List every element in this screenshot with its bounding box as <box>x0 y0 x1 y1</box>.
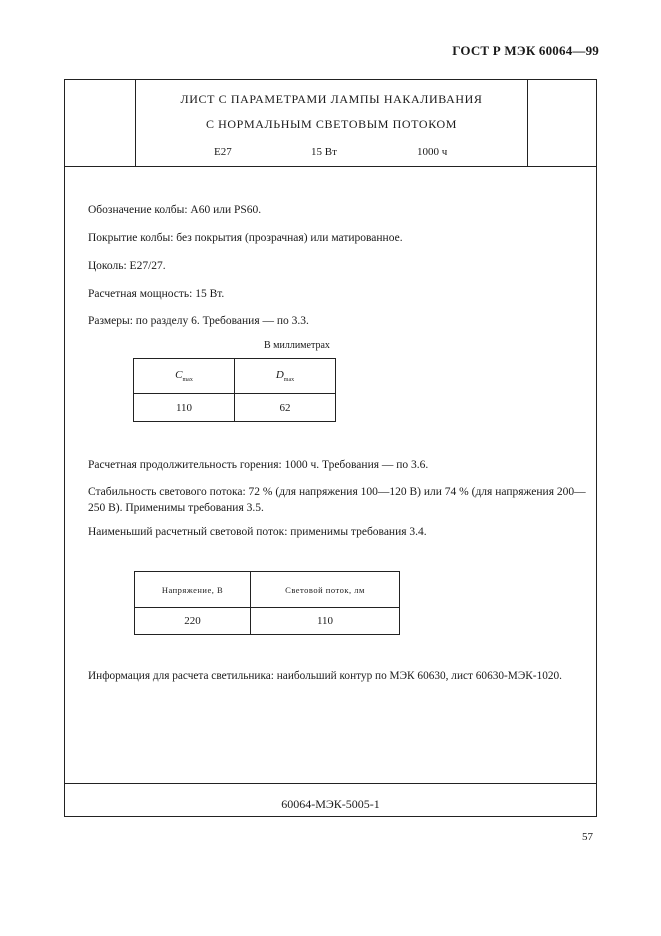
c-max-value: 110 <box>134 394 235 422</box>
flux-stability: Стабильность светового потока: 72 % (для напряжения 100—120 В) или 74 % (для напряжения 200—250 В). Применимы требования 3.5. <box>88 486 586 514</box>
dimensions-note: Размеры: по разделу 6. Требования — по 3.3. <box>88 315 309 327</box>
page-number: 57 <box>582 831 593 843</box>
flux-header: Световой поток, лм <box>251 572 400 608</box>
flux-table <box>134 571 400 635</box>
voltage-value: 220 <box>135 608 251 635</box>
life-rating: 1000 ч <box>417 146 448 158</box>
min-flux-note: Наименьший расчетный световой поток: применимы требования 3.4. <box>88 526 427 538</box>
units-note: В миллиметрах <box>264 340 330 351</box>
footer-separator <box>65 783 596 784</box>
d-max-value: 62 <box>235 394 336 422</box>
sheet-title-line2: С НОРМАЛЬНЫМ СВЕТОВЫМ ПОТОКОМ <box>205 117 458 131</box>
header-separator <box>65 166 596 167</box>
cap-type: E27 <box>214 146 232 158</box>
voltage-header: Напряжение, В <box>135 572 251 608</box>
sheet-code: 60064-МЭК-5005-1 <box>281 797 380 811</box>
power-rating: 15 Вт <box>311 146 337 158</box>
dimensions-table <box>133 358 336 422</box>
standard-designation: ГОСТ Р МЭК 60064—99 <box>452 43 599 58</box>
bulb-coating: Покрытие колбы: без покрытия (прозрачная) или матированное. <box>88 232 403 244</box>
data-sheet-frame <box>64 79 597 817</box>
d-max-header: $D_{max}$ <box>235 359 336 394</box>
header-divider-right <box>527 80 528 166</box>
c-max-header: $C_{max}$ <box>134 359 235 394</box>
rated-power: Расчетная мощность: 15 Вт. <box>88 288 225 300</box>
flux-value: 110 <box>251 608 400 635</box>
cap-designation: Цоколь: E27/27. <box>88 260 166 272</box>
sheet-title-line1: ЛИСТ С ПАРАМЕТРАМИ ЛАМПЫ НАКАЛИВАНИЯ <box>180 92 483 106</box>
bulb-designation: Обозначение колбы: А60 или PS60. <box>88 204 262 216</box>
luminaire-info: Информация для расчета светильника: наибольший контур по МЭК 60630, лист 60630-МЭК-1020. <box>88 670 562 682</box>
rated-life: Расчетная продолжительность горения: 1000 ч. Требования — по 3.6. <box>88 459 429 471</box>
